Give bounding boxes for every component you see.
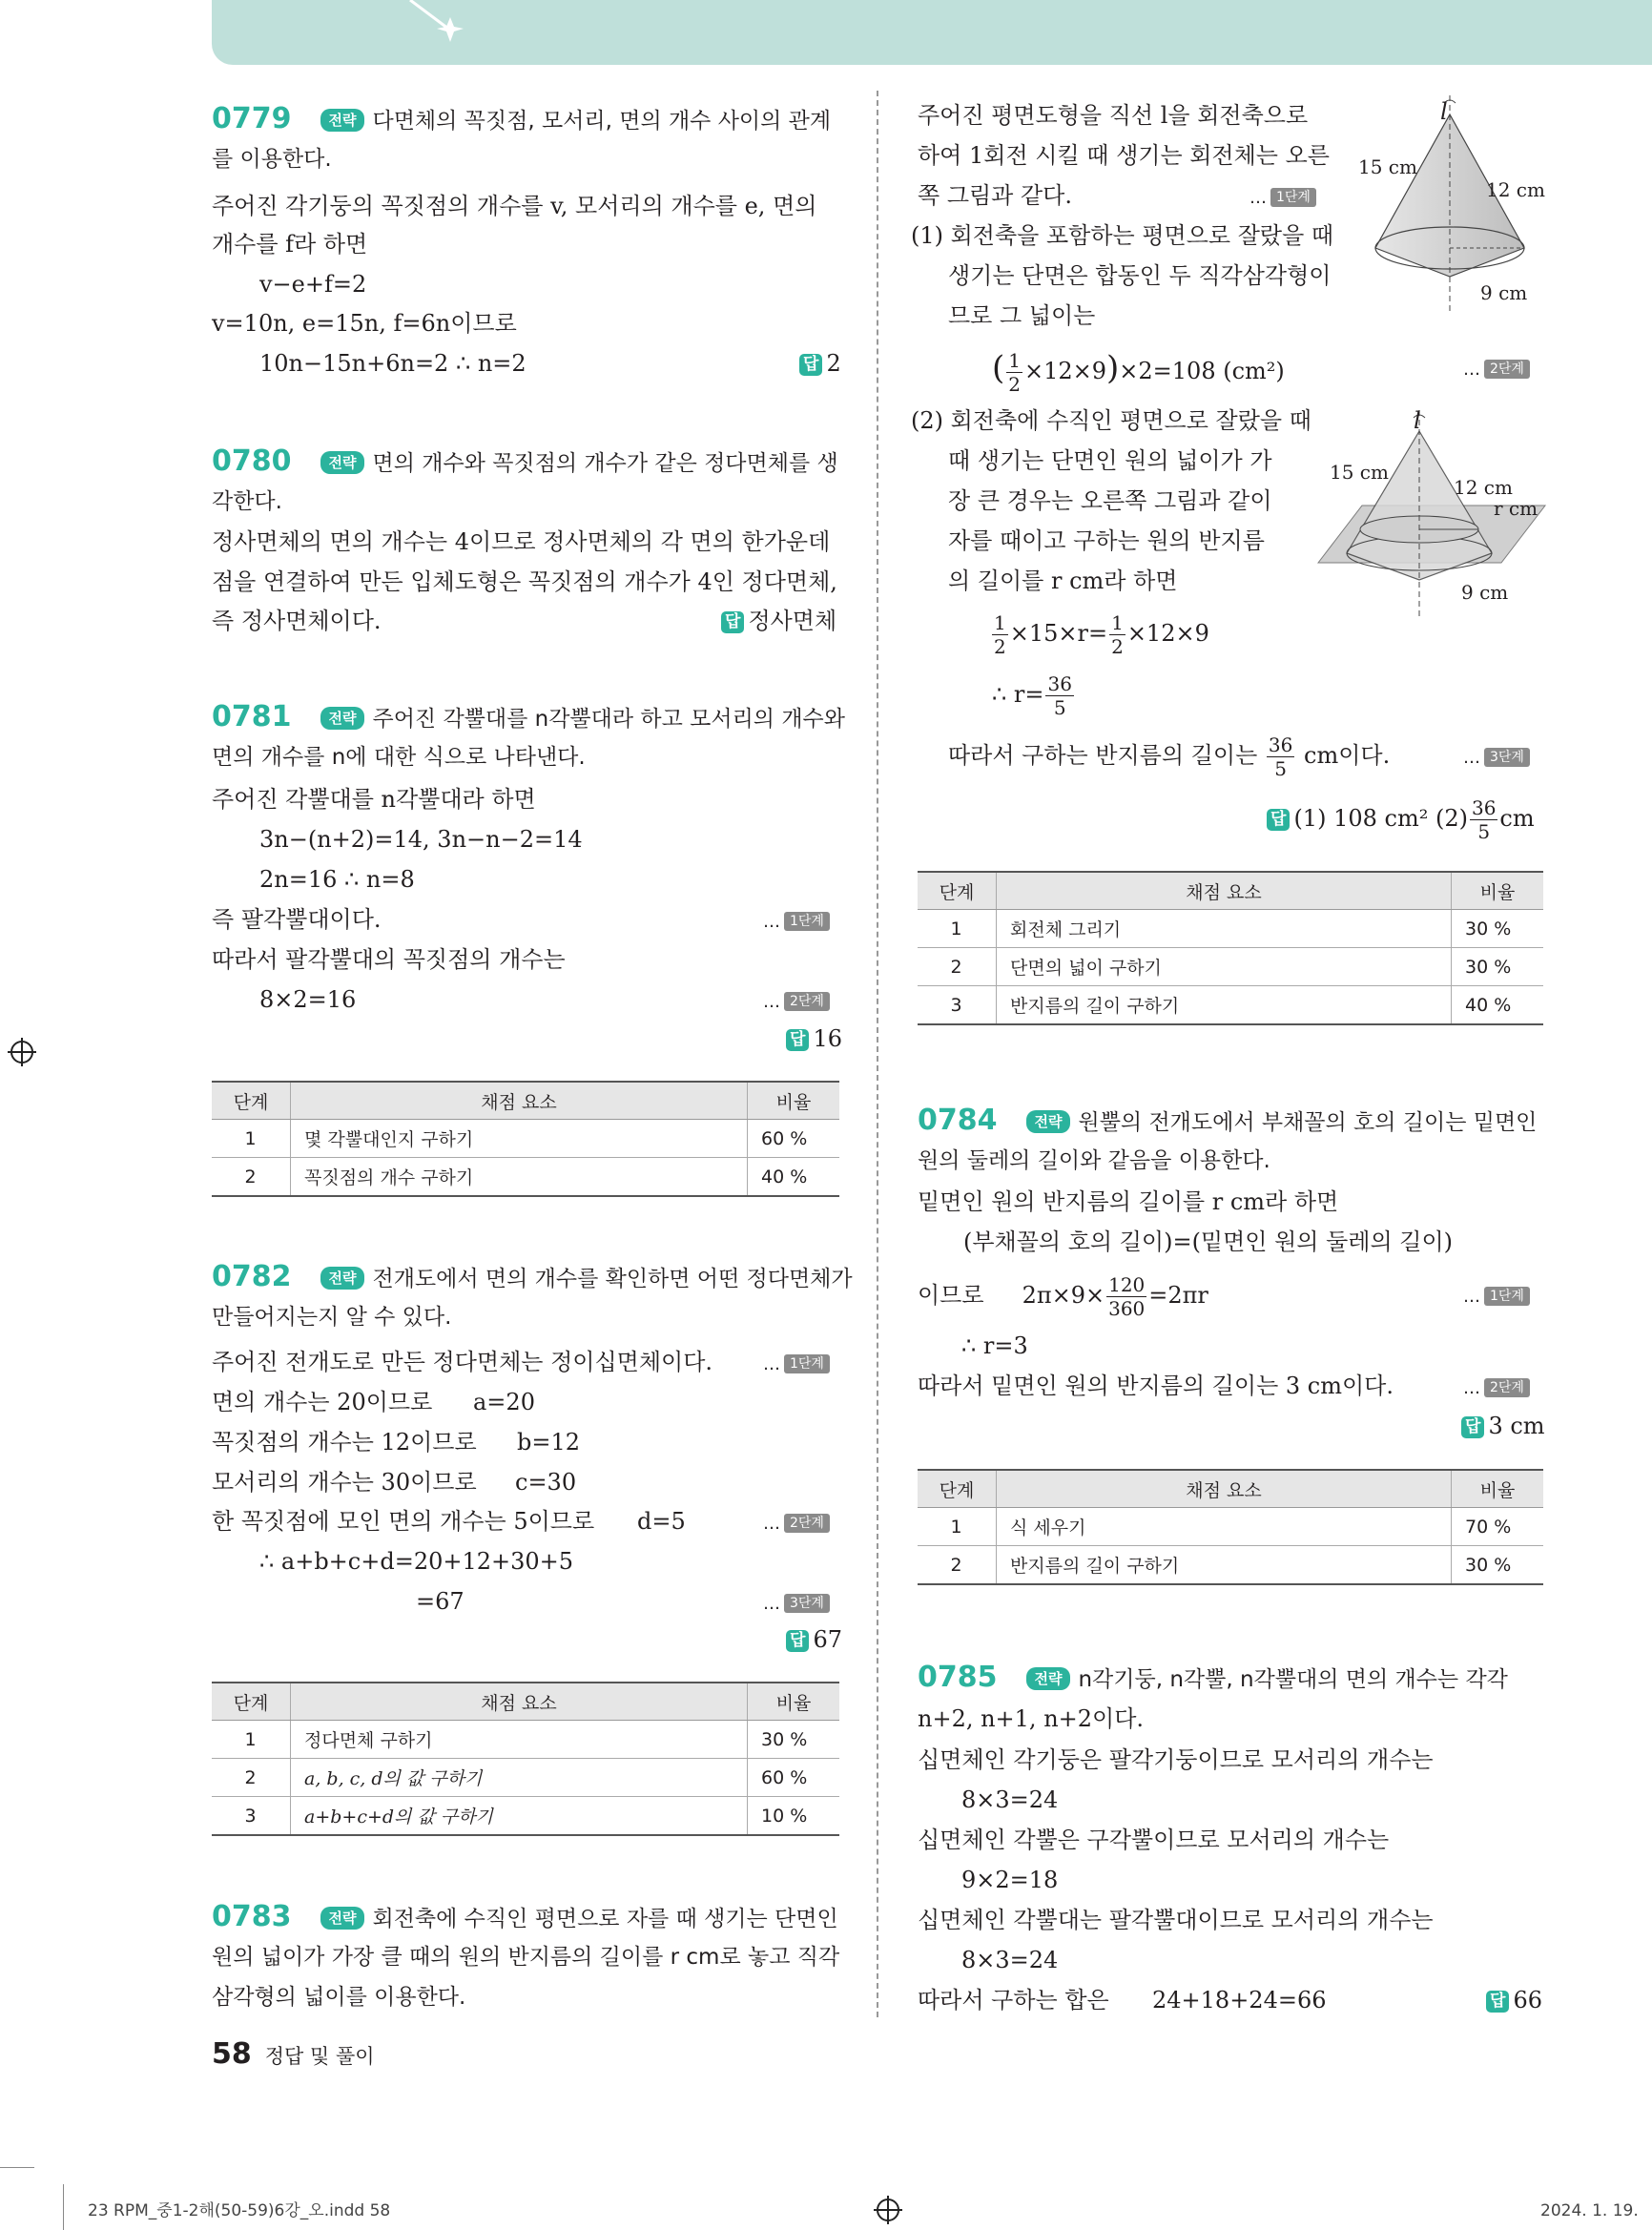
strategy-text: 를 이용한다. <box>212 147 332 172</box>
star-decoration-icon <box>391 0 477 46</box>
answer: 답 67 <box>786 1623 842 1656</box>
step-marker: … 2단계 <box>1463 1370 1530 1405</box>
equation: ∴ r=3 <box>961 1332 1028 1359</box>
solution-line: 개수를 f라 하면 <box>212 231 368 258</box>
solution-line: 주어진 전개도로 만든 정다면체는 정이십면체이다. <box>212 1349 713 1375</box>
equation: 10n−15n+6n=2 ∴ n=2 <box>259 350 527 377</box>
problem-0785-header: 0785 전략 n각기둥, n각뿔, n각뿔대의 면의 개수는 각각 <box>918 1661 1508 1694</box>
answer: 답 3 cm <box>1461 1410 1545 1442</box>
scoring-table-0781: 단계 채점 요소 비율 1 몇 각뿔대인지 구하기 60 % 2 꼭짓점의 개수 구하기 40 % <box>212 1081 839 1197</box>
equation: a=20 <box>473 1389 535 1415</box>
answer: 답 정사면체 <box>721 605 836 637</box>
solution-line: 쪽 그림과 같다. <box>918 182 1072 209</box>
solution-line: 주어진 평면도형을 직선 l을 회전축으로 <box>918 102 1309 129</box>
step-marker: … 2단계 <box>1463 351 1530 386</box>
problem-0779-header: 0779 전략 다면체의 꼭짓점, 모서리, 면의 개수 사이의 관계 <box>212 102 832 135</box>
answer: 답 16 <box>786 1022 842 1055</box>
solution-line: 한 꼭짓점에 모인 면의 개수는 5이므로 <box>212 1508 595 1535</box>
equation: 이므로 2π×9× $\frac{120}{360}$ =2πr <box>918 1273 1208 1320</box>
strategy-text: 원의 넓이가 가장 클 때의 원의 반지름의 길이를 r cm로 놓고 직각 <box>212 1945 840 1970</box>
solution-line: 점을 연결하여 만든 입체도형은 꼭짓점의 개수가 4인 정다면체, <box>212 568 837 595</box>
solution-line: 자를 때이고 구하는 원의 반지름 <box>948 527 1265 554</box>
equation: 8×3=24 <box>961 1786 1059 1813</box>
strategy-text: 만들어지는지 알 수 있다. <box>212 1305 452 1330</box>
figure-label: 15 cm <box>1330 461 1389 484</box>
figure-label: 12 cm <box>1454 476 1513 499</box>
solution-line: 정사면체의 면의 개수는 4이므로 정사면체의 각 면의 한가운데 <box>212 528 831 555</box>
solution-line: 하여 1회전 시킬 때 생기는 회전체는 오른 <box>918 142 1330 169</box>
solution-line: (1) 회전축을 포함하는 평면으로 잘랐을 때 <box>911 222 1334 249</box>
problem-0784-header: 0784 전략 원뿔의 전개도에서 부채꼴의 호의 길이는 밑면인 <box>918 1104 1538 1137</box>
solution-line: 따라서 팔각뿔대의 꼭짓점의 개수는 <box>212 946 566 973</box>
scoring-table-0783: 단계 채점 요소 비율 1 회전체 그리기 30 % 2 단면의 넓이 구하기 30 % 3 반지름의 길이 구하기 40 % <box>918 871 1543 1025</box>
equation: b=12 <box>517 1429 581 1456</box>
step-marker: … 2단계 <box>763 1505 830 1540</box>
step-marker: … 1단계 <box>763 903 830 939</box>
equation: d=5 <box>637 1508 686 1535</box>
solution-line: 즉 팔각뿔대이다. <box>212 906 382 933</box>
problem-0781-header: 0781 전략 주어진 각뿔대를 n각뿔대라 하고 모서리의 개수와 <box>212 700 845 733</box>
solution-line: 십면체인 각뿔은 구각뿔이므로 모서리의 개수는 <box>918 1827 1390 1853</box>
solution-line: 모서리의 개수는 30이므로 <box>212 1469 477 1496</box>
figure-label: 9 cm <box>1480 281 1528 304</box>
solution-line: 따라서 구하는 반지름의 길이는 $\frac{36}{5}$ cm이다. <box>948 733 1391 780</box>
footer-date: 2024. 1. 19. <box>1540 2201 1639 2220</box>
problem-0782-header: 0782 전략 전개도에서 면의 개수를 확인하면 어떤 정다면체가 <box>212 1260 853 1293</box>
solution-line: 면의 개수는 20이므로 <box>212 1389 433 1415</box>
equation: 9×2=18 <box>961 1867 1059 1893</box>
figure-label: r cm <box>1494 497 1538 520</box>
equation: 2n=16 ∴ n=8 <box>259 866 415 893</box>
solution-line: 즉 정사면체이다. <box>212 608 382 634</box>
scoring-table-0782: 단계 채점 요소 비율 1 정다면체 구하기 30 % 2 a, b, c, d의 값 구하기 60 % 3 a+b+c+d의 값 구하기 10 % <box>212 1682 839 1836</box>
scoring-table-0784: 단계 채점 요소 비율 1 식 세우기 70 % 2 반지름의 길이 구하기 30 % <box>918 1469 1543 1585</box>
equation: c=30 <box>515 1469 577 1496</box>
step-marker: … 3단계 <box>1463 739 1530 774</box>
equation: (부채꼴의 호의 길이)=(밑면인 원의 둘레의 길이) <box>963 1229 1454 1255</box>
solution-line: 십면체인 각뿔대는 팔각뿔대이므로 모서리의 개수는 <box>918 1907 1434 1933</box>
equation: v−e+f=2 <box>259 271 367 298</box>
step-marker: … 1단계 <box>1463 1278 1530 1313</box>
equation: $\frac{1}{2}$ ×15×r= $\frac{1}{2}$ ×12×9 <box>994 611 1209 658</box>
solution-line: 므로 그 넓이는 <box>948 302 1096 329</box>
solution-line: 따라서 밑면인 원의 반지름의 길이는 3 cm이다. <box>918 1373 1394 1399</box>
solution-line: 주어진 각뿔대를 n각뿔대라 하면 <box>212 786 536 813</box>
strategy-text: 삼각형의 넓이를 이용한다. <box>212 1985 466 2010</box>
equation: v=10n, e=15n, f=6n이므로 <box>212 310 517 337</box>
equation: ∴ r= $\frac{36}{5}$ <box>992 672 1072 719</box>
solution-line: 따라서 구하는 합은 <box>918 1987 1109 2013</box>
answer: 답 2 <box>799 347 841 380</box>
crop-mark <box>63 2184 64 2230</box>
problem-0783-header: 0783 전략 회전축에 수직인 평면으로 자를 때 생기는 단면인 <box>212 1900 838 1933</box>
figure-label: 12 cm <box>1486 178 1545 201</box>
solution-line: 주어진 각기둥의 꼭짓점의 개수를 v, 모서리의 개수를 e, 면의 <box>212 193 817 219</box>
step-marker: … 3단계 <box>763 1585 830 1621</box>
strategy-text: n+2, n+1, n+2이다. <box>918 1705 1145 1732</box>
equation: =67 <box>416 1588 465 1615</box>
solution-line: 꼭짓점의 개수는 12이므로 <box>212 1429 477 1456</box>
problem-0780-header: 0780 전략 면의 개수와 꼭짓점의 개수가 같은 정다면체를 생 <box>212 444 838 478</box>
solution-line: 의 길이를 r cm라 하면 <box>948 568 1178 594</box>
solution-line: 생기는 단면은 합동인 두 직각삼각형이 <box>948 262 1332 289</box>
step-marker: … 1단계 <box>1249 179 1316 215</box>
footer-filename: 23 RPM_중1-2해(50-59)6강_오.indd 58 <box>88 2201 391 2220</box>
figure-label: l <box>1440 98 1448 125</box>
crop-mark <box>0 2167 34 2168</box>
equation: 24+18+24=66 <box>1152 1987 1327 2013</box>
figure-label: 15 cm <box>1358 155 1417 178</box>
solution-line: 밑면인 원의 반지름의 길이를 r cm라 하면 <box>918 1188 1339 1215</box>
registration-mark-icon <box>874 2196 902 2224</box>
page-label: 58 정답 및 풀이 <box>212 2037 375 2071</box>
strategy-text: 면의 개수를 n에 대한 식으로 나타낸다. <box>212 745 586 770</box>
solution-line: 때 생기는 단면인 원의 넓이가 가 <box>948 447 1272 474</box>
registration-mark-icon <box>8 1038 36 1066</box>
step-marker: … 2단계 <box>763 983 830 1019</box>
equation: 8×3=24 <box>961 1947 1059 1973</box>
solution-line: 십면체인 각기둥은 팔각기둥이므로 모서리의 개수는 <box>918 1746 1434 1773</box>
strategy-text: 각한다. <box>212 489 282 514</box>
column-divider <box>877 91 878 2017</box>
equation: 8×2=16 <box>259 986 357 1013</box>
equation: ( $\frac{1}{2}$ ×12×9)×2=108 (cm²) <box>992 349 1285 396</box>
solution-line: (2) 회전축에 수직인 평면으로 잘랐을 때 <box>911 407 1311 434</box>
figure-label: l <box>1414 407 1421 434</box>
equation: 3n−(n+2)=14, 3n−n−2=14 <box>259 826 583 853</box>
figure-label: 9 cm <box>1461 581 1509 604</box>
answer: 답 (1) 108 cm² (2) $\frac{36}{5}$ cm <box>1267 792 1535 845</box>
equation: ∴ a+b+c+d=20+12+30+5 <box>259 1548 574 1575</box>
answer: 답 66 <box>1486 1984 1542 2016</box>
strategy-text: 원의 둘레의 길이와 같음을 이용한다. <box>918 1148 1270 1173</box>
solution-line: 장 큰 경우는 오른쪽 그림과 같이 <box>948 487 1272 514</box>
step-marker: … 1단계 <box>763 1346 830 1381</box>
